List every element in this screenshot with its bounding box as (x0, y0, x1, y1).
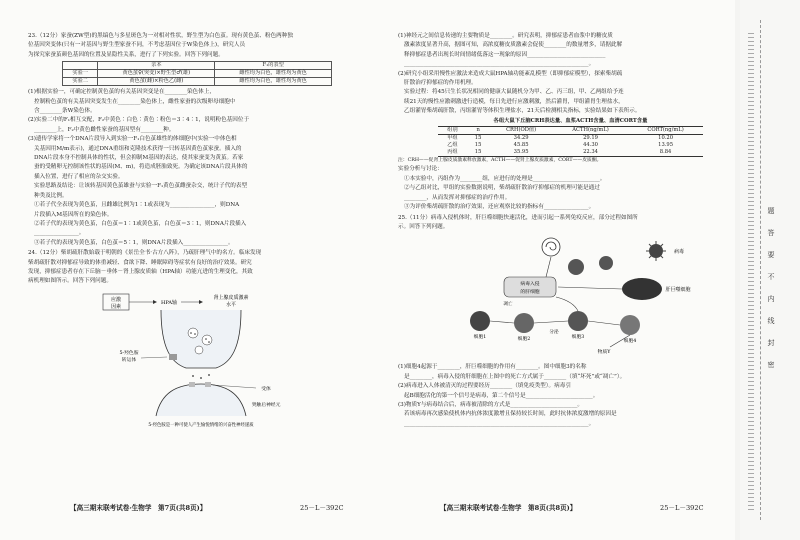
seal-char: 题 (767, 207, 775, 215)
transporter-label: 转运体 (121, 357, 136, 363)
left-column (28, 32, 373, 430)
infected-cell-label: 病毒入侵 (519, 282, 540, 288)
q23-table-header (63, 62, 98, 70)
postsynaptic-neuron (156, 384, 246, 416)
q25-s1: (1)细胞4起源于________，肝巨噬细胞的作用有________。图中细胞3的名称 (398, 364, 587, 371)
vesicle (188, 328, 198, 338)
q24-intro-3: 发现，抑郁症患者存在下丘脑－垂体－肾上腺皮质轴（HPA轴）功能亢进的生理变化，其致 (28, 268, 253, 275)
vesicle (202, 335, 212, 345)
secrete-label: 分泌 (548, 330, 559, 336)
cortisol-label-2: 水平 (225, 301, 236, 308)
table-cell: 10.20 (658, 135, 673, 142)
table-cell: 黄色茧♀(突变)×野生型♂(雄) (98, 70, 215, 78)
seal-char: 密 (767, 361, 775, 369)
footer-right-title: 【高三期末联考试卷·生物学 第8页(共8页)】 (440, 504, 577, 512)
transmitter-dot (208, 374, 210, 376)
post-neuron-label: 突触后神经元 (251, 402, 280, 408)
arrow-line (490, 321, 514, 323)
table-cell: 丙组 (447, 149, 458, 156)
q25-s3b: 若该病毒再次感染使机体内抗体浓度激增且保持较长时间，此时抗体浓度激增的原因是 (404, 411, 617, 418)
seal-char: 内 (767, 295, 775, 303)
arrow-line (558, 287, 622, 289)
hpa-label: HPA轴 (160, 299, 177, 306)
data-table-header: ACTH(ng/mL) (553, 127, 628, 135)
table-cell: 甲组 (447, 135, 458, 142)
q23-s3l: ③若子代的表现为黄色茧，白色茧＝5∶1，则DNA片段插入________________。 (34, 239, 234, 246)
transmitter-dot (208, 341, 210, 343)
analysis-a: ①本实验中，丙组作为________组，应进行的处理是________________________。 (404, 175, 606, 182)
cell-1 (470, 311, 490, 331)
q24-p2e: 乙组灌胃柴胡疏肝散，丙组灌胃等体积生理盐水，21天后检测相关指标，实验结果如下表所示。 (404, 108, 641, 115)
seal-char: 答 (767, 229, 775, 237)
table-cell: 15 (474, 142, 482, 149)
data-table (438, 126, 703, 157)
q23-s3f: 实验思路及结论：让该转基因黄色茧雄蚕与实验一F₁黄色茧雌蚕杂交，统计子代的表型 (34, 183, 248, 190)
immune-diagram (446, 233, 696, 361)
q23-table (62, 61, 332, 86)
cell-3-label: 细胞3 (571, 335, 584, 341)
q23-s2b: ________上，F₂中黄色雌性家蚕的基因型有________种。 (34, 126, 175, 133)
q24-p1b: 激素浓度显著升高，据图可知，高浓度糖皮质激素会促使________的数量增多，请据此解 (404, 42, 623, 49)
transporter (169, 354, 177, 360)
arrow-head (199, 300, 203, 304)
q24-p2d: 续21天的慢性应激刺激进行造模，每日先进行应激刺激，然后灌胃，甲组灌胃生理盐水， (404, 98, 624, 105)
transmitter-dot (194, 333, 196, 335)
infected-cell-label-2: 的肝细胞 (519, 290, 540, 296)
table-cell: 8.84 (659, 149, 672, 156)
ht-label: 5-羟色胺 (118, 350, 139, 356)
table-row (438, 142, 703, 149)
data-table-header: 组别 (438, 127, 467, 135)
q24-intro: 24.（12分）柴胡疏肝散始载于明朝的《景岳全书·古方八阵》，乃疏肝理气中的名方。临床发现 (28, 250, 262, 257)
table-cell: 13.95 (658, 142, 673, 149)
table-cell: 实验二 (63, 78, 98, 86)
hatch-strip (748, 30, 754, 510)
table-cell: 雌性均为白色，雄性均为黄色 (215, 70, 332, 78)
q23-s3i: 片段插入M基因所在的染色体。 (34, 211, 113, 218)
q23-s3h: ①若子代全表现为黄色茧，且雌雄比例为1∶1或表现为________________，则DNA (34, 202, 240, 209)
table-cell: 黄色茧(雌)×粉色乙(雌) (98, 78, 215, 86)
virus-icon (646, 241, 666, 261)
receptor (189, 382, 195, 387)
binding-margin (740, 0, 800, 540)
q24-p2b: 肝散治疗抑郁症的作用机理。 (404, 80, 477, 87)
receptor-label: 受体 (260, 386, 271, 392)
data-table-caption: 各组大鼠下丘脑CRH表达量、血浆ACTH含量、血清CORT含量 (493, 117, 648, 124)
transmitter-dot (205, 338, 207, 340)
apoptosis-label: 凋亡 (502, 302, 513, 308)
seal-char: 封 (767, 339, 775, 347)
seal-char: 要 (767, 251, 775, 259)
seal-char: 不 (767, 273, 775, 281)
q23-s3d: 蚕的受精卵无控制该性状的基因(M、m)，将造成胚胎致死。为确定该DNA片段具体的 (34, 164, 248, 171)
cortisol-label: 肾上腺皮质激素 (212, 294, 249, 301)
cell-2 (514, 313, 534, 333)
q25-intro-2: 示。回答下列问题。 (398, 223, 449, 230)
q23-s3k: ________________。 (34, 230, 85, 237)
analysis-b: ②与乙组对比，甲组的实验数据说明，柴胡疏肝散治疗抑郁症的机理可能是通过 (404, 185, 600, 192)
arrow-line (588, 321, 620, 325)
q24-p2: (2)研究小组采用慢性应激法来造成大鼠HPA轴功能紊乱模型（即抑郁症模型），探索柴胡疏 (398, 70, 623, 77)
cell-2-label: 细胞2 (517, 337, 530, 343)
footer-left-title: 【高三期末联考试卷·生物学 第7页(共8页)】 (70, 504, 207, 512)
table-cell: 雌性均为白色，雄性均为黄色 (215, 78, 332, 86)
table-cell: 45.85 (513, 142, 529, 149)
table-cell: 15 (474, 149, 482, 156)
table-cell: 44.30 (583, 142, 598, 149)
table-row (63, 70, 332, 78)
q25-s1b: 是________，病毒入侵的肝细胞在上图中的死亡方式属于________（填“坏死”或“凋亡”）。 (404, 373, 626, 380)
q23-s3c: DNA片段本身不控制具体的性状，但会抑制M基因的表达，使其家蚕变为黄茧。若家 (34, 155, 244, 162)
kupffer-label: 肝巨噬细胞 (664, 287, 691, 294)
cell-4 (620, 315, 640, 335)
seal-line (760, 20, 762, 520)
fig-caption: 5-羟色胺是一种可使人产生愉悦情绪的兴奋性神经递质 (147, 422, 254, 428)
table-row (438, 149, 703, 157)
arrow-head (153, 300, 157, 304)
transmitter-dot (200, 377, 202, 379)
q23-s3: (3)遗传学家将一个DNA片段导入到实验一F₁白色茧雄性的体细胞中(实验一中体色相 (28, 136, 237, 143)
table-cell: 35.95 (513, 149, 529, 156)
cell-3 (568, 311, 588, 331)
q24-intro-4: 病机理如图所示。回答下列问题。 (28, 278, 112, 285)
q24-p1c: 释抑郁症患者出现长时间情绪低落这一现象的原因____________________________ (404, 51, 606, 58)
pointer-line (141, 357, 167, 358)
virus-label: 病毒 (673, 249, 684, 256)
star-cell (599, 256, 613, 270)
q23-s3e: 插入位置，进行了相应的杂交实验。 (34, 173, 124, 180)
analysis-c: ________，从而发挥对抑郁症的治疗作用。 (404, 194, 511, 201)
footer-left-code: 25－L－392C (300, 504, 344, 512)
table-cell: 29.19 (583, 135, 598, 142)
vesicle (195, 346, 203, 354)
data-table-header: CRH(OD值) (489, 127, 553, 135)
star-cell (568, 259, 584, 275)
synapse-diagram (101, 288, 301, 428)
data-table-note: 注：CRH——促肾上腺皮质激素释放激素，ACTH——促肾上腺皮质激素，CORT——皮质酮。 (398, 158, 602, 164)
data-table-header: n (467, 127, 489, 135)
q23-table-header: F₁的表型 (215, 62, 332, 70)
table-cell: 22.34 (583, 149, 598, 156)
q25-s2: (2)病毒进入人体被清灭的过程要经历________（填免疫类型）。病毒引 (398, 383, 571, 390)
q25-s3: (3)物质Y与病毒结合后，病毒被清除的方式是________________________。 (398, 401, 584, 408)
right-column (398, 32, 743, 429)
q23-intro-3: 为探究家蚕茧颜色基因的位置及显隐性关系，进行了下列实验。回答下列问题。 (28, 51, 224, 58)
q23-s2: (2)实验二中的F₁相互交配，F₂中黄色∶白色∶黄色∶粉色＝3∶4∶1，说明粉色基因位于 (28, 117, 250, 124)
stress-label-2: 因素 (110, 303, 121, 310)
q25-s2b: 起B细胞活化的第一个信号是病毒，第二个信号是________________________。 (404, 392, 599, 399)
table-row (63, 78, 332, 86)
table-row (438, 135, 703, 143)
cell-4-label: 细胞4 (623, 339, 636, 345)
q23-s1c: 含________条W染色体。 (34, 108, 96, 115)
q25-s3c: __________________________________________________________________。 (404, 420, 595, 427)
spiral-cell-icon (542, 238, 560, 256)
q23-s1: (1)根据实验一，可确定控制黄色茧的有关基因突变是在________染色体上， (28, 89, 215, 96)
data-table-header: CORT(ng/mL) (628, 127, 703, 135)
analysis-d: ③为评价柴胡疏肝散的治疗效果，还应观察比较的指标有________________。 (404, 204, 595, 211)
kupffer-cell (622, 278, 662, 300)
arrow-line (534, 321, 568, 323)
q23-intro-2: 位基因突变体(只有一对基因与野生型家蚕不同，不考虑基因位于W染色体上)，研究人员 (28, 42, 246, 49)
q23-s3g: 种类及比例。 (34, 192, 68, 199)
seal-char: 线 (767, 317, 775, 325)
q24-p1d: __________________________________________________________________。 (404, 61, 595, 68)
table-cell: 15 (474, 135, 482, 142)
cell-1-label: 细胞1 (473, 335, 486, 341)
q23-table-header: 亲本 (98, 62, 215, 70)
analysis-heading: 实验分析与讨论： (398, 166, 443, 173)
substance-y-label: 物质Y (597, 350, 610, 356)
table-cell: 乙组 (447, 142, 458, 149)
synapse-svg (101, 288, 301, 428)
q24-p1: (1)神经元之间信息传递的主要物质是________。研究表明，抑郁症患者血浆中的糖皮质 (398, 33, 613, 39)
arrow-line (546, 257, 551, 277)
footer-right-code: 25－L－392C (660, 504, 704, 512)
receptor (205, 382, 211, 387)
table-cell: 34.29 (513, 135, 529, 142)
q25-intro: 25.（11分）病毒入侵机体时，肝巨噬细胞快速活化，进而引起一系列免疫反应，部分过程如图所 (398, 214, 638, 221)
table-cell: 实验一 (63, 70, 98, 78)
seal-text (766, 200, 776, 376)
transmitter-dot (190, 332, 192, 334)
q23-s1b: 控制粉色茧的有关基因突变发生在________染色体上，雌性家蚕的次级卵母细胞中 (34, 98, 236, 105)
immune-svg (446, 233, 696, 361)
q23-s3b: 关基因用M/m表示)，通过DNA重组和克隆技术获得一只转基因黄色茧家蚕。插入的 (34, 145, 242, 152)
arrow-line (556, 297, 578, 311)
q24-intro-2: 柴胡疏肝散对抑郁症导致的体重减轻、食欲下降、睡眠障碍等症状有良好的治疗效果。研究 (28, 259, 252, 266)
transmitter-dot (192, 375, 194, 377)
q24-p2c: 实验过程：将45只生长状况相同的健康大鼠随机分为甲、乙、丙三组，甲、乙两组给予连 (404, 89, 624, 96)
q23-s3j: ②若子代的表现为黄色茧，白色茧＝1∶1或黄色茧，白色茧＝3∶1，则DNA片段插入 (34, 220, 247, 227)
q23-intro: 23.（12分）家蚕(ZW型)的黑缟色与多星斑色为一对相对性状，野生型为白色茧。现有黄色茧、粉色两种独 (28, 33, 293, 39)
stress-label: 应激 (110, 296, 121, 303)
